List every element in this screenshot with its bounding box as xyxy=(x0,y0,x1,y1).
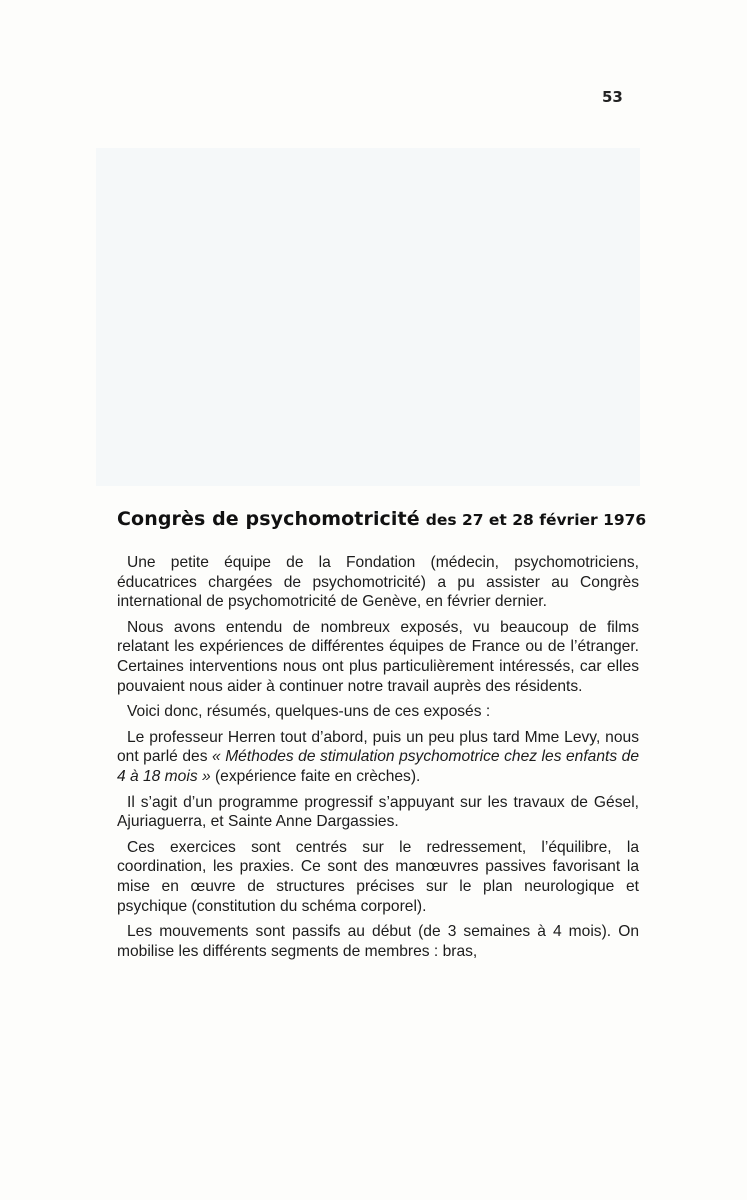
paragraph xyxy=(117,728,639,787)
paragraph: Ces exercices sont centrés sur le redressement, l’équilibre, la coordination, les praxies. Ce sont des manœuvres passives favorisant la mise en œuvre de structures précises sur le plan neurologique et psychique (constitution du schéma corporel). xyxy=(117,838,639,915)
lecture-title: « Méthodes de stimulation psychomotrice chez les enfants de 4 à 18 mois » xyxy=(117,748,639,785)
article-title xyxy=(117,508,647,530)
paragraph: Il s’agit d’un programme progressif s’appuyant sur les travaux de Gésel, Ajuriaguerra, et Sainte Anne Dargassies. xyxy=(117,793,639,831)
paragraph-text: Le professeur Herren tout d’abord, puis un peu plus tard Mme Levy, nous ont parlé des xyxy=(117,728,639,766)
page-number: 53 xyxy=(602,88,623,106)
article-body xyxy=(117,553,639,967)
paragraph: Voici donc, résumés, quelques-uns de ces exposés : xyxy=(127,703,491,721)
paragraph: Nous avons entendu de nombreux exposés, vu beaucoup de films relatant les expériences de différentes équipes de France ou de l’étranger. Certaines interventions nous ont plus particulièrement intéressés, car elles pouvaient nous aider à continuer notre travail auprès des résidents. xyxy=(117,618,639,695)
title-dates: des 27 et 28 février 1976 xyxy=(425,511,647,529)
paragraph: Les mouvements sont passifs au début (de 3 semaines à 4 mois). On mobilise les différents segments de membres : bras, xyxy=(117,923,639,960)
paragraph: Une petite équipe de la Fondation (médecin, psychomotriciens, éducatrices chargées de psychomotricité) a pu assister au Congrès international de psychomotricité de Genève, en février dernier. xyxy=(117,554,639,611)
paragraph-text: (expérience faite en crèches). xyxy=(210,767,421,785)
image-area xyxy=(96,148,640,486)
title-main: Congrès de psychomotricité xyxy=(117,508,420,530)
